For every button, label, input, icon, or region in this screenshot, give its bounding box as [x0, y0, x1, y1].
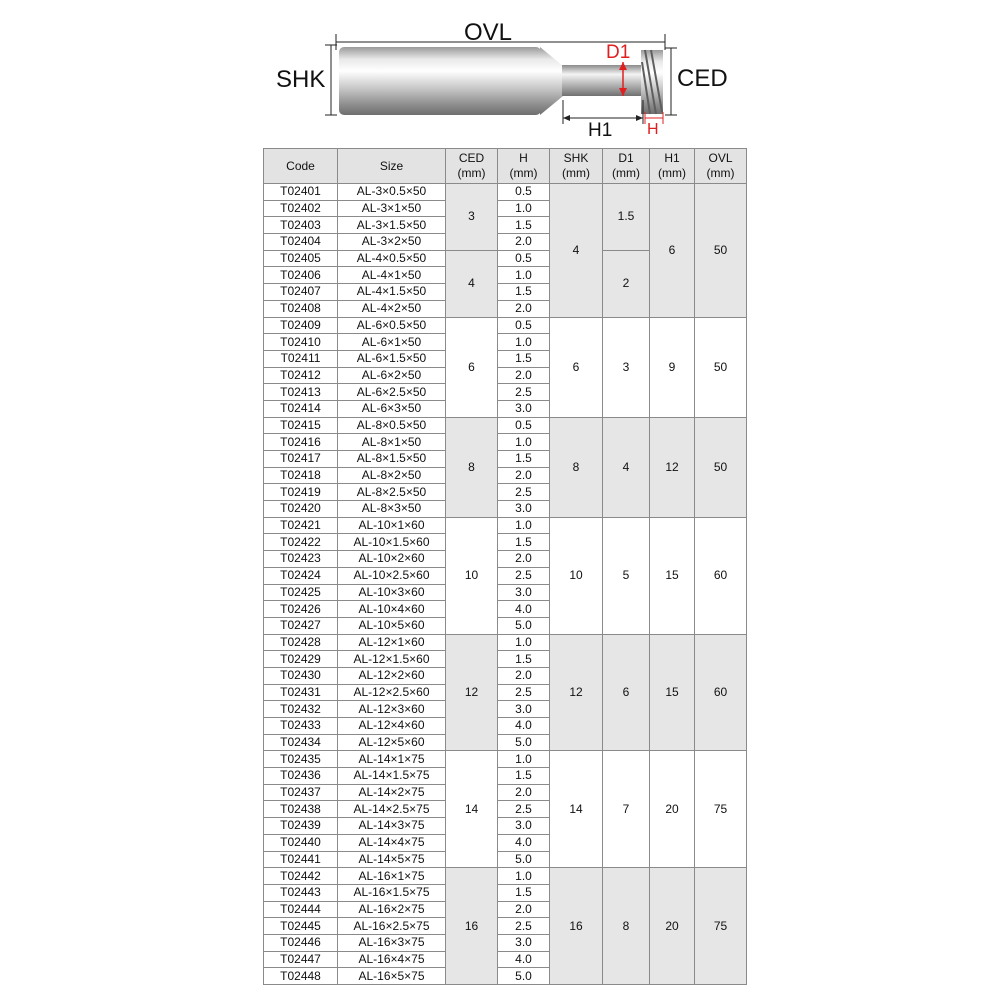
- ced-label: CED: [677, 65, 728, 92]
- cell-size: AL-8×0.5×50: [338, 417, 446, 434]
- cell-code: T02412: [264, 367, 338, 384]
- cell-size: AL-3×2×50: [338, 234, 446, 251]
- column-header-ovl: [695, 149, 747, 184]
- cell-d1: 4: [603, 417, 650, 517]
- cell-h: 4.0: [498, 718, 550, 735]
- cell-size: AL-8×2×50: [338, 467, 446, 484]
- taper: [540, 47, 563, 115]
- column-header-unit: (mm): [658, 166, 686, 180]
- end-mill-diagram: [0, 0, 1000, 145]
- cell-size: AL-4×0.5×50: [338, 250, 446, 267]
- column-header-label: H1: [664, 151, 680, 165]
- table-body: [264, 184, 747, 985]
- spec-table: [263, 148, 747, 985]
- cell-size: AL-8×3×50: [338, 501, 446, 518]
- column-header-size: [338, 149, 446, 184]
- cell-code: T02439: [264, 818, 338, 835]
- cell-h: 0.5: [498, 417, 550, 434]
- column-header-label: Size: [379, 158, 404, 173]
- cell-size: AL-10×3×60: [338, 584, 446, 601]
- cell-size: AL-16×4×75: [338, 951, 446, 968]
- cell-code: T02408: [264, 300, 338, 317]
- cell-ced: 12: [446, 634, 498, 751]
- cell-code: T02404: [264, 234, 338, 251]
- cell-size: AL-14×2.5×75: [338, 801, 446, 818]
- cell-ovl: 60: [695, 634, 747, 751]
- cell-h: 1.5: [498, 350, 550, 367]
- cell-h: 3.0: [498, 400, 550, 417]
- cell-h: 1.5: [498, 534, 550, 551]
- cell-size: AL-16×5×75: [338, 968, 446, 985]
- cell-code: T02446: [264, 934, 338, 951]
- cell-h: 1.0: [498, 267, 550, 284]
- cell-h: 1.0: [498, 634, 550, 651]
- cell-ovl: 75: [695, 868, 747, 985]
- cell-h: 1.0: [498, 334, 550, 351]
- cell-code: T02405: [264, 250, 338, 267]
- cell-shk: 12: [550, 634, 603, 751]
- cell-h: 0.5: [498, 317, 550, 334]
- cell-h: 2.0: [498, 367, 550, 384]
- cell-ced: 14: [446, 751, 498, 868]
- column-header-label: H: [519, 151, 528, 165]
- cell-h: 1.0: [498, 751, 550, 768]
- cell-h: 1.5: [498, 217, 550, 234]
- cell-h: 3.0: [498, 818, 550, 835]
- ovl-label: OVL: [463, 19, 513, 46]
- cell-code: T02441: [264, 851, 338, 868]
- cell-code: T02440: [264, 834, 338, 851]
- cell-h: 4.0: [498, 601, 550, 618]
- cell-code: T02438: [264, 801, 338, 818]
- shank: [339, 47, 541, 115]
- cell-h: 4.0: [498, 834, 550, 851]
- cell-ovl: 60: [695, 517, 747, 634]
- cell-h: 1.5: [498, 451, 550, 468]
- cell-d1: 6: [603, 634, 650, 751]
- cell-size: AL-3×1.5×50: [338, 217, 446, 234]
- cell-h1: 9: [650, 317, 695, 417]
- cell-size: AL-4×1.5×50: [338, 284, 446, 301]
- column-header-label: OVL: [708, 151, 733, 165]
- cell-code: T02448: [264, 968, 338, 985]
- h-dimension: [645, 112, 663, 138]
- cell-h: 2.0: [498, 667, 550, 684]
- h1-label: H1: [588, 120, 613, 141]
- h-label: H: [647, 121, 659, 138]
- cell-ced: 8: [446, 417, 498, 517]
- cell-code: T02442: [264, 868, 338, 885]
- cell-h1: 12: [650, 417, 695, 517]
- cell-code: T02431: [264, 684, 338, 701]
- cell-size: AL-8×1.5×50: [338, 451, 446, 468]
- cell-h: 2.0: [498, 901, 550, 918]
- cell-h: 1.5: [498, 884, 550, 901]
- cell-size: AL-8×1×50: [338, 434, 446, 451]
- cell-size: AL-14×4×75: [338, 834, 446, 851]
- cell-code: T02432: [264, 701, 338, 718]
- cell-code: T02417: [264, 451, 338, 468]
- cell-h: 2.0: [498, 551, 550, 568]
- column-header-code: [264, 149, 338, 184]
- cell-code: T02419: [264, 484, 338, 501]
- cell-size: AL-16×3×75: [338, 934, 446, 951]
- cell-d1: 7: [603, 751, 650, 868]
- column-header-ced: [446, 149, 498, 184]
- cell-size: AL-6×2.5×50: [338, 384, 446, 401]
- cell-code: T02433: [264, 718, 338, 735]
- cell-size: AL-4×2×50: [338, 300, 446, 317]
- cell-d1: 8: [603, 868, 650, 985]
- cell-code: T02437: [264, 784, 338, 801]
- cell-code: T02409: [264, 317, 338, 334]
- cell-ced: 10: [446, 517, 498, 634]
- column-header-label: CED: [458, 151, 485, 165]
- table-row: [264, 868, 747, 885]
- shk-dimension: [276, 45, 337, 115]
- cell-h1: 15: [650, 517, 695, 634]
- cell-h: 2.5: [498, 684, 550, 701]
- cell-h: 3.0: [498, 701, 550, 718]
- table-row: [264, 184, 747, 201]
- table-row: [264, 751, 747, 768]
- cell-h: 2.5: [498, 801, 550, 818]
- cell-size: AL-16×1.5×75: [338, 884, 446, 901]
- column-header-d1: [603, 149, 650, 184]
- cell-size: AL-12×1×60: [338, 634, 446, 651]
- h1-dimension: [563, 100, 643, 141]
- cell-size: AL-3×0.5×50: [338, 184, 446, 201]
- cell-size: AL-10×2.5×60: [338, 567, 446, 584]
- cell-h: 2.0: [498, 234, 550, 251]
- cell-h: 4.0: [498, 951, 550, 968]
- cell-h1: 20: [650, 868, 695, 985]
- cell-code: T02430: [264, 667, 338, 684]
- column-header-shk: [550, 149, 603, 184]
- cell-code: T02447: [264, 951, 338, 968]
- cell-size: AL-10×1×60: [338, 517, 446, 534]
- cell-size: AL-16×2.5×75: [338, 918, 446, 935]
- cell-ced: 6: [446, 317, 498, 417]
- cell-h: 5.0: [498, 734, 550, 751]
- cell-shk: 14: [550, 751, 603, 868]
- cell-d1: 3: [603, 317, 650, 417]
- cell-code: T02423: [264, 551, 338, 568]
- cell-d1: 2: [603, 250, 650, 317]
- cell-code: T02425: [264, 584, 338, 601]
- cell-size: AL-14×3×75: [338, 818, 446, 835]
- cell-code: T02416: [264, 434, 338, 451]
- cell-code: T02445: [264, 918, 338, 935]
- cell-shk: 10: [550, 517, 603, 634]
- cell-size: AL-4×1×50: [338, 267, 446, 284]
- cell-h: 1.0: [498, 200, 550, 217]
- cell-ced: 16: [446, 868, 498, 985]
- cell-code: T02415: [264, 417, 338, 434]
- cell-h: 5.0: [498, 617, 550, 634]
- table-row: [264, 417, 747, 434]
- cell-ovl: 50: [695, 417, 747, 517]
- neck: [562, 65, 642, 96]
- cell-h: 3.0: [498, 934, 550, 951]
- column-header-label: SHK: [563, 151, 589, 165]
- ced-dimension: [665, 48, 728, 115]
- cell-size: AL-6×3×50: [338, 400, 446, 417]
- d1-label: D1: [606, 42, 631, 63]
- cell-size: AL-6×0.5×50: [338, 317, 446, 334]
- cell-size: AL-14×5×75: [338, 851, 446, 868]
- cell-code: T02421: [264, 517, 338, 534]
- cell-size: AL-12×1.5×60: [338, 651, 446, 668]
- cell-code: T02406: [264, 267, 338, 284]
- table-row: [264, 317, 747, 334]
- cell-h: 1.0: [498, 868, 550, 885]
- cell-code: T02429: [264, 651, 338, 668]
- cell-code: T02435: [264, 751, 338, 768]
- cell-code: T02403: [264, 217, 338, 234]
- cell-h: 2.5: [498, 918, 550, 935]
- cell-code: T02420: [264, 501, 338, 518]
- cell-size: AL-10×1.5×60: [338, 534, 446, 551]
- cell-h: 0.5: [498, 184, 550, 201]
- cell-h: 1.5: [498, 768, 550, 785]
- cell-ovl: 50: [695, 317, 747, 417]
- cell-code: T02443: [264, 884, 338, 901]
- cell-h1: 6: [650, 184, 695, 318]
- cell-shk: 4: [550, 184, 603, 318]
- cell-size: AL-14×2×75: [338, 784, 446, 801]
- cell-code: T02410: [264, 334, 338, 351]
- cell-h: 1.5: [498, 284, 550, 301]
- cell-size: AL-14×1×75: [338, 751, 446, 768]
- column-header-unit: (mm): [509, 166, 538, 180]
- cell-code: T02422: [264, 534, 338, 551]
- cell-ovl: 50: [695, 184, 747, 318]
- cell-size: AL-12×5×60: [338, 734, 446, 751]
- cell-code: T02427: [264, 617, 338, 634]
- cell-h1: 20: [650, 751, 695, 868]
- cell-h: 2.5: [498, 567, 550, 584]
- cell-h: 3.0: [498, 584, 550, 601]
- cell-code: T02418: [264, 467, 338, 484]
- column-header-h: [498, 149, 550, 184]
- cell-h: 1.0: [498, 517, 550, 534]
- cell-ced: 3: [446, 184, 498, 251]
- cell-size: AL-12×2×60: [338, 667, 446, 684]
- column-header-unit: (mm): [706, 166, 735, 180]
- cell-h: 5.0: [498, 851, 550, 868]
- cell-h: 2.0: [498, 784, 550, 801]
- cell-size: AL-10×4×60: [338, 601, 446, 618]
- table-header: [264, 149, 747, 184]
- cell-size: AL-14×1.5×75: [338, 768, 446, 785]
- cell-code: T02401: [264, 184, 338, 201]
- cell-code: T02413: [264, 384, 338, 401]
- cell-h: 1.0: [498, 434, 550, 451]
- table-row: [264, 634, 747, 651]
- cell-size: AL-10×5×60: [338, 617, 446, 634]
- column-header-h1: [650, 149, 695, 184]
- table-row: [264, 517, 747, 534]
- cell-shk: 16: [550, 868, 603, 985]
- cell-h: 3.0: [498, 501, 550, 518]
- cell-code: T02428: [264, 634, 338, 651]
- cell-h: 2.5: [498, 384, 550, 401]
- cell-ced: 4: [446, 250, 498, 317]
- cell-code: T02411: [264, 350, 338, 367]
- cell-h1: 15: [650, 634, 695, 751]
- cell-size: AL-10×2×60: [338, 551, 446, 568]
- column-header-unit: (mm): [612, 166, 640, 180]
- column-header-label: D1: [618, 151, 634, 165]
- cell-size: AL-8×2.5×50: [338, 484, 446, 501]
- cell-shk: 6: [550, 317, 603, 417]
- cell-h: 2.0: [498, 467, 550, 484]
- cell-code: T02444: [264, 901, 338, 918]
- cell-shk: 8: [550, 417, 603, 517]
- cell-ovl: 75: [695, 751, 747, 868]
- cell-code: T02434: [264, 734, 338, 751]
- cell-size: AL-12×4×60: [338, 718, 446, 735]
- cell-d1: 5: [603, 517, 650, 634]
- cell-size: AL-6×1×50: [338, 334, 446, 351]
- cell-size: AL-12×2.5×60: [338, 684, 446, 701]
- cell-h: 0.5: [498, 250, 550, 267]
- header-row: [264, 149, 747, 184]
- column-header-label: Code: [286, 158, 315, 173]
- cell-size: AL-16×2×75: [338, 901, 446, 918]
- cell-h: 1.5: [498, 651, 550, 668]
- cell-d1: 1.5: [603, 184, 650, 251]
- cell-h: 5.0: [498, 968, 550, 985]
- cell-code: T02402: [264, 200, 338, 217]
- cell-size: AL-6×1.5×50: [338, 350, 446, 367]
- cell-code: T02436: [264, 768, 338, 785]
- cell-code: T02414: [264, 400, 338, 417]
- column-header-unit: (mm): [562, 166, 590, 180]
- shk-label: SHK: [276, 66, 326, 93]
- cell-size: AL-12×3×60: [338, 701, 446, 718]
- cell-size: AL-16×1×75: [338, 868, 446, 885]
- cell-size: AL-6×2×50: [338, 367, 446, 384]
- cell-code: T02426: [264, 601, 338, 618]
- column-header-unit: (mm): [457, 166, 486, 180]
- cell-h: 2.0: [498, 300, 550, 317]
- cell-size: AL-3×1×50: [338, 200, 446, 217]
- cell-code: T02407: [264, 284, 338, 301]
- cell-h: 2.5: [498, 484, 550, 501]
- cell-code: T02424: [264, 567, 338, 584]
